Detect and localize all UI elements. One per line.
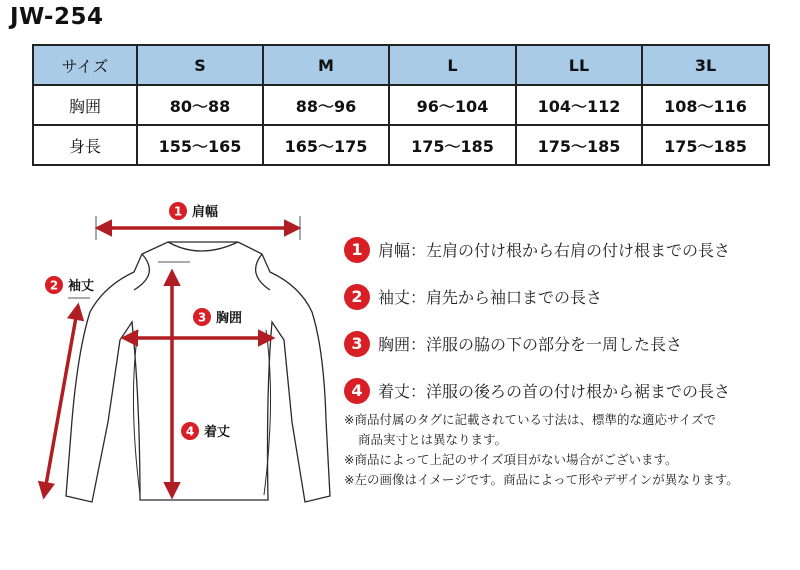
- chest-3l: 108〜116: [642, 85, 769, 125]
- svg-text:袖丈: 袖丈: [68, 279, 95, 294]
- legend-item: [344, 226, 794, 273]
- label-chest: [186, 306, 258, 328]
- size-header-row: [33, 45, 769, 85]
- height-s: 155〜165: [137, 125, 263, 165]
- label-length: [178, 420, 242, 442]
- svg-text:1: 1: [173, 204, 183, 219]
- svg-text:4: 4: [185, 424, 195, 439]
- svg-text:胸囲: 胸囲: [216, 311, 243, 326]
- legend-badge: 2: [344, 284, 370, 310]
- size-l: L: [389, 45, 516, 85]
- svg-text:2: 2: [49, 278, 59, 293]
- size-table: [32, 44, 770, 166]
- legend-item: [344, 320, 794, 367]
- legend-text: 袖丈：肩先から袖口までの長さ: [378, 288, 603, 307]
- jacket-outline: [66, 242, 330, 502]
- chest-row: [33, 85, 769, 125]
- svg-text:3: 3: [197, 310, 207, 325]
- chest-ll: 104〜112: [516, 85, 642, 125]
- height-m: 165〜175: [263, 125, 389, 165]
- notes: [344, 410, 794, 490]
- legend-item: [344, 367, 794, 414]
- size-m: M: [263, 45, 389, 85]
- chest-label: 胸囲: [33, 85, 137, 125]
- garment-diagram: [0, 190, 340, 566]
- chest-s: 80〜88: [137, 85, 263, 125]
- svg-text:着丈: 着丈: [204, 425, 231, 440]
- size-s: S: [137, 45, 263, 85]
- model-number: JW-254: [10, 4, 104, 30]
- height-3l: 175〜185: [642, 125, 769, 165]
- measurement-legend: [344, 226, 794, 414]
- legend-badge: 4: [344, 378, 370, 404]
- note-line: ※商品付属のタグに記載されている寸法は、標準的な適応サイズで: [344, 412, 716, 427]
- size-ll: LL: [516, 45, 642, 85]
- height-label: 身長: [33, 125, 137, 165]
- chest-l: 96〜104: [389, 85, 516, 125]
- size-header-label: サイズ: [33, 45, 137, 85]
- garment-svg: [0, 190, 340, 566]
- chest-m: 88〜96: [263, 85, 389, 125]
- note-line: ※左の画像はイメージです。商品によって形やデザインが異なります。: [344, 472, 739, 487]
- svg-text:肩幅: 肩幅: [192, 205, 219, 220]
- legend-badge: 1: [344, 237, 370, 263]
- height-ll: 175〜185: [516, 125, 642, 165]
- label-sleeve: [45, 276, 94, 294]
- note-line: 商品実寸とは異なります。: [358, 432, 508, 447]
- legend-text: 胸囲：洋服の脇の下の部分を一周した長さ: [378, 335, 683, 354]
- height-row: [33, 125, 769, 165]
- size-3l: 3L: [642, 45, 769, 85]
- note-line: ※商品によって上記のサイズ項目がない場合がございます。: [344, 452, 678, 467]
- legend-text: 着丈：洋服の後ろの首の付け根から裾までの長さ: [378, 382, 731, 401]
- legend-item: [344, 273, 794, 320]
- height-l: 175〜185: [389, 125, 516, 165]
- legend-text: 肩幅：左肩の付け根から右肩の付け根までの長さ: [378, 241, 731, 260]
- legend-badge: 3: [344, 331, 370, 357]
- label-shoulder: [160, 200, 240, 222]
